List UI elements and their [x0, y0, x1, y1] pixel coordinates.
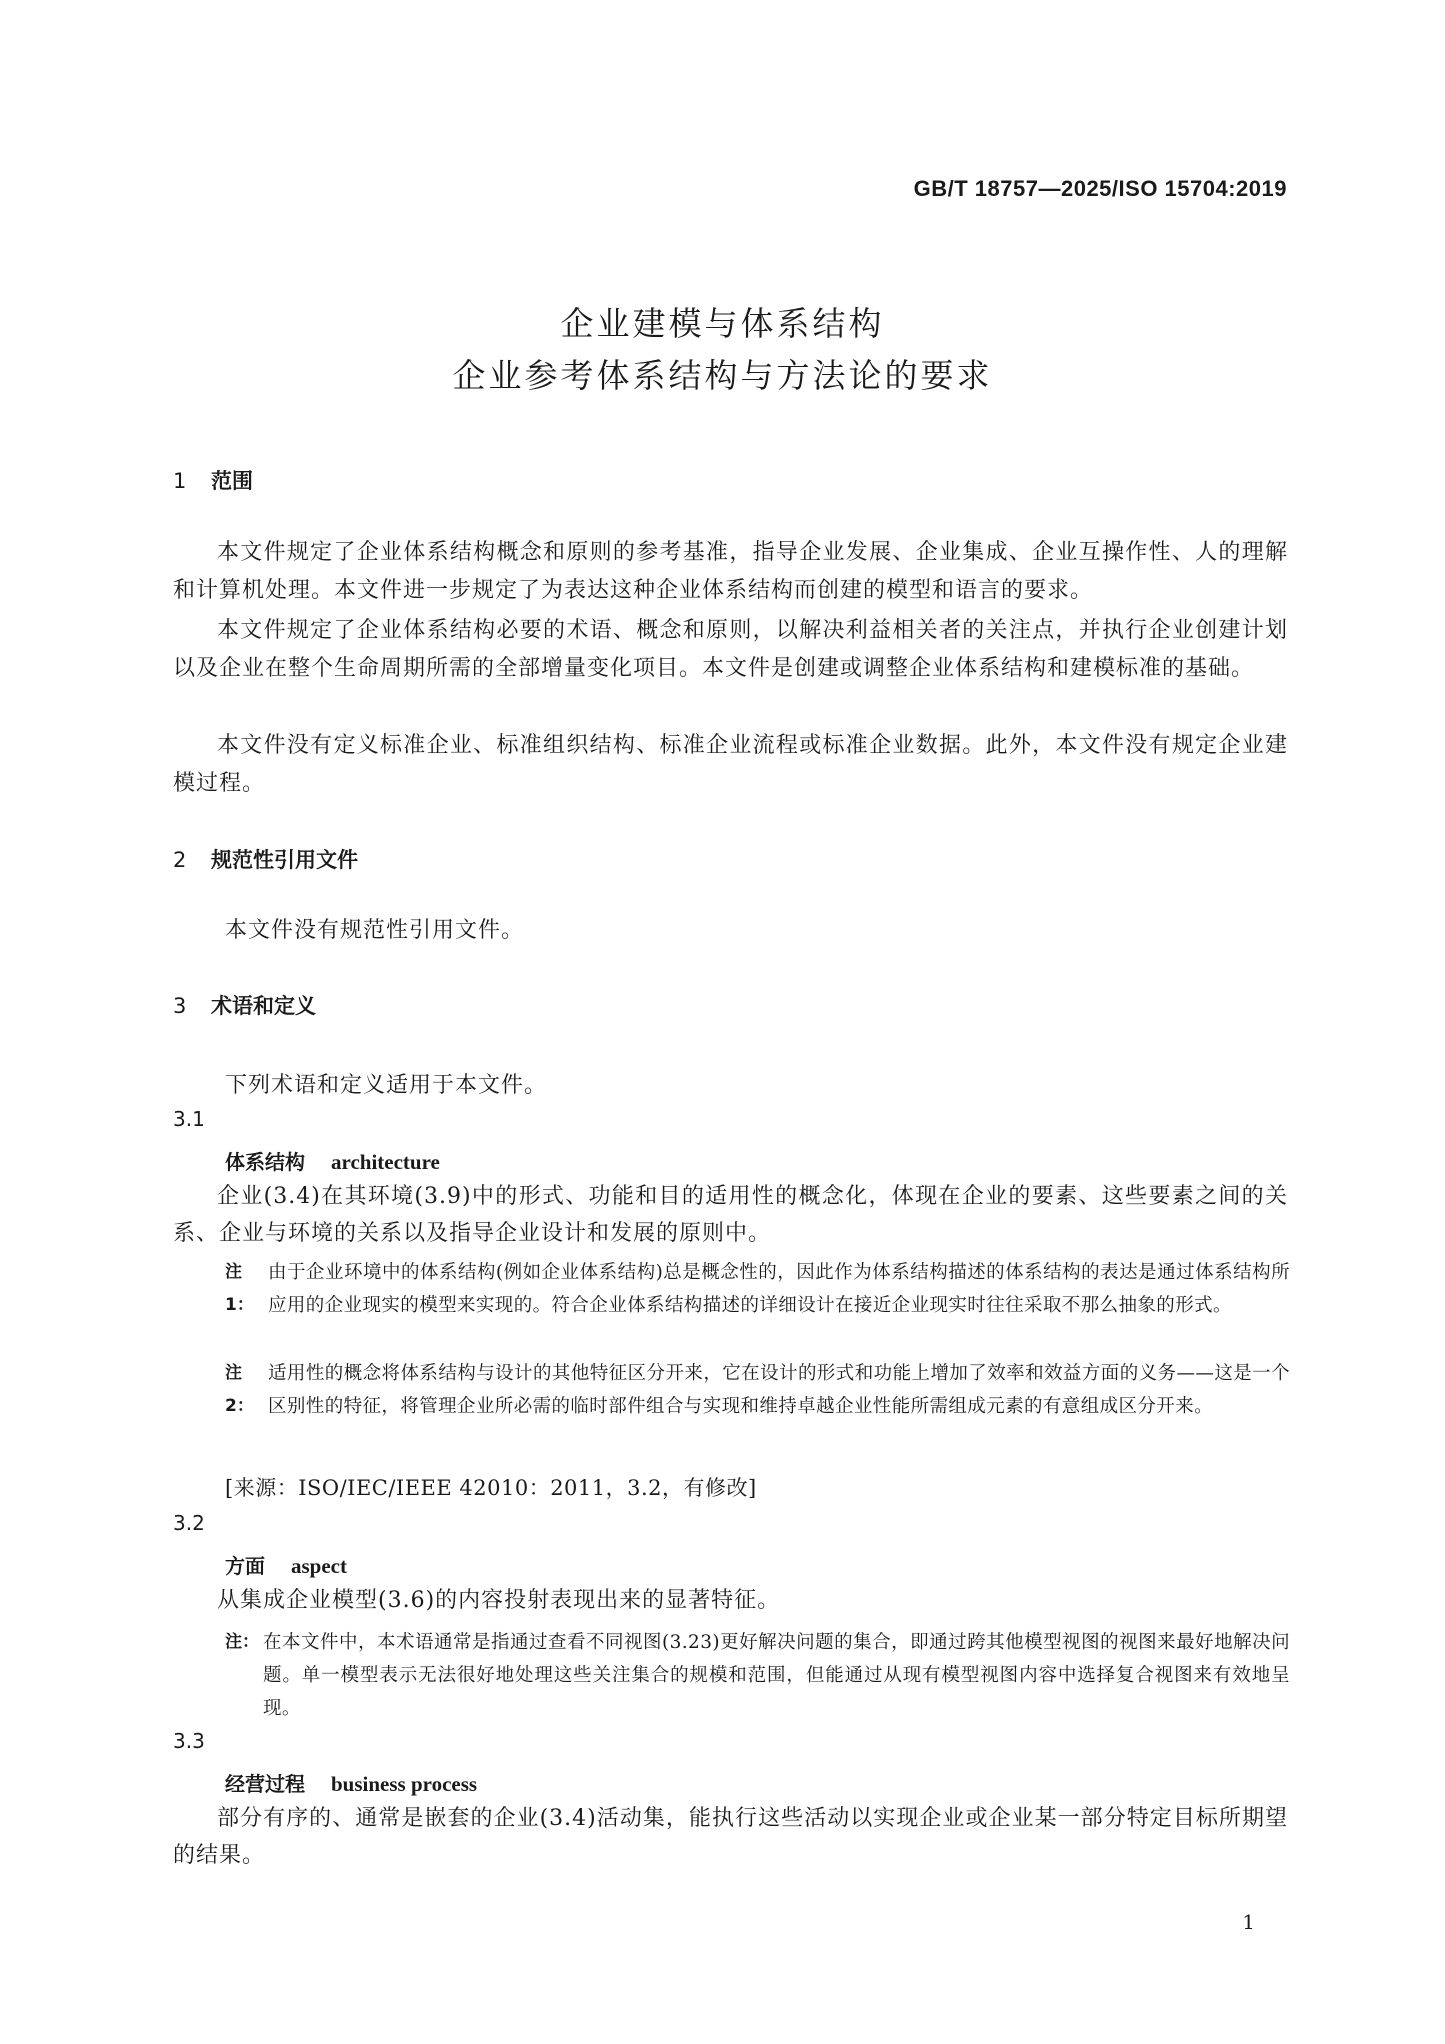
note-text: 由于企业环境中的体系结构(例如企业体系结构)总是概念性的，因此作为体系结构描述的体系结构的表达是通过体系结构所应用的企业现实的模型来实现的。符合企业体系结构描述的详细设计在接近企业现实时往往采取不那么抽象的形式。 [268, 1262, 1290, 1316]
term-zh: 方面 [225, 1554, 265, 1578]
section-heading-terms [173, 990, 316, 1020]
term-zh: 经营过程 [225, 1772, 305, 1796]
note-text: 在本文件中，本术语通常是指通过查看不同视图(3.23)更好解决问题的集合，即通过跨其他模型视图的视图来最好地解决问题。单一模型表示无法很好地处理这些关注集合的规模和范围，但能通过从现有模型视图内容中选择复合视图来有效地呈现。 [263, 1632, 1290, 1719]
scope-paragraph-2: 本文件规定了企业体系结构必要的术语、概念和原则，以解决利益相关者的关注点，并执行企业创建计划以及企业在整个生命周期所需的全部增量变化项目。本文件是创建或调整企业体系结构和建模标准的基础。 [173, 618, 1288, 681]
term-number: 3.1 [173, 1107, 205, 1131]
scope-paragraph-3: 本文件没有定义标准企业、标准组织结构、标准企业流程或标准企业数据。此外，本文件没有规定企业建模过程。 [173, 733, 1288, 796]
section-number: 2 [173, 848, 187, 872]
term-note [225, 1357, 1290, 1423]
section-heading-normative-references [173, 844, 358, 874]
note-text: 适用性的概念将体系结构与设计的其他特征区分开来，它在设计的形式和功能上增加了效率和效益方面的义务——这是一个区别性的特征，将管理企业所必需的临时部件组合与实现和维持卓越企业性能所需组成元素的有意组成区分开来。 [268, 1363, 1290, 1417]
term-title-business-process [225, 1768, 477, 1797]
term-definition: 部分有序的、通常是嵌套的企业(3.4)活动集，能执行这些活动以实现企业或企业某一部分特定目标所期望的结果。 [173, 1806, 1288, 1868]
term-definition: 企业(3.4)在其环境(3.9)中的形式、功能和目的适用性的概念化，体现在企业的要素、这些要素之间的关系、企业与环境的关系以及指导企业设计和发展的原则中。 [173, 1184, 1288, 1246]
note-label: 注 2： [225, 1363, 254, 1416]
section-number: 1 [173, 469, 187, 493]
section-title: 范围 [211, 469, 253, 493]
term-note [225, 1626, 1290, 1725]
term-en: business process [331, 1772, 478, 1796]
term-title-aspect [225, 1550, 347, 1579]
section-title: 术语和定义 [211, 994, 316, 1018]
scope-paragraph-1: 本文件规定了企业体系结构概念和原则的参考基准，指导企业发展、企业集成、企业互操作性、人的理解和计算机处理。本文件进一步规定了为表达这种企业体系结构而创建的模型和语言的要求。 [173, 540, 1288, 603]
term-source: [来源：ISO/IEC/IEEE 42010：2011，3.2，有修改] [225, 1476, 757, 1500]
note-label: 注 1： [225, 1262, 254, 1315]
section-title: 规范性引用文件 [211, 848, 358, 872]
term-definition: 从集成企业模型(3.6)的内容投射表现出来的显著特征。 [217, 1588, 781, 1613]
document-subtitle: 企业参考体系结构与方法论的要求 [452, 356, 993, 395]
term-number: 3.2 [173, 1511, 205, 1535]
term-number: 3.3 [173, 1729, 205, 1753]
standard-code: GB/T 18757—2025/ISO 15704:2019 [913, 176, 1287, 201]
note-label: 注： [225, 1632, 259, 1652]
term-zh: 体系结构 [225, 1150, 305, 1174]
section-heading-scope [173, 465, 253, 495]
term-en: aspect [291, 1554, 347, 1578]
section-number: 3 [173, 994, 187, 1018]
normative-references-paragraph: 本文件没有规范性引用文件。 [225, 918, 525, 943]
term-note [225, 1256, 1290, 1322]
page-number: 1 [1242, 1910, 1255, 1934]
term-en: architecture [331, 1150, 440, 1174]
term-title-architecture [225, 1146, 440, 1175]
document-title: 企业建模与体系结构 [560, 304, 885, 343]
terms-intro: 下列术语和定义适用于本文件。 [225, 1073, 548, 1098]
